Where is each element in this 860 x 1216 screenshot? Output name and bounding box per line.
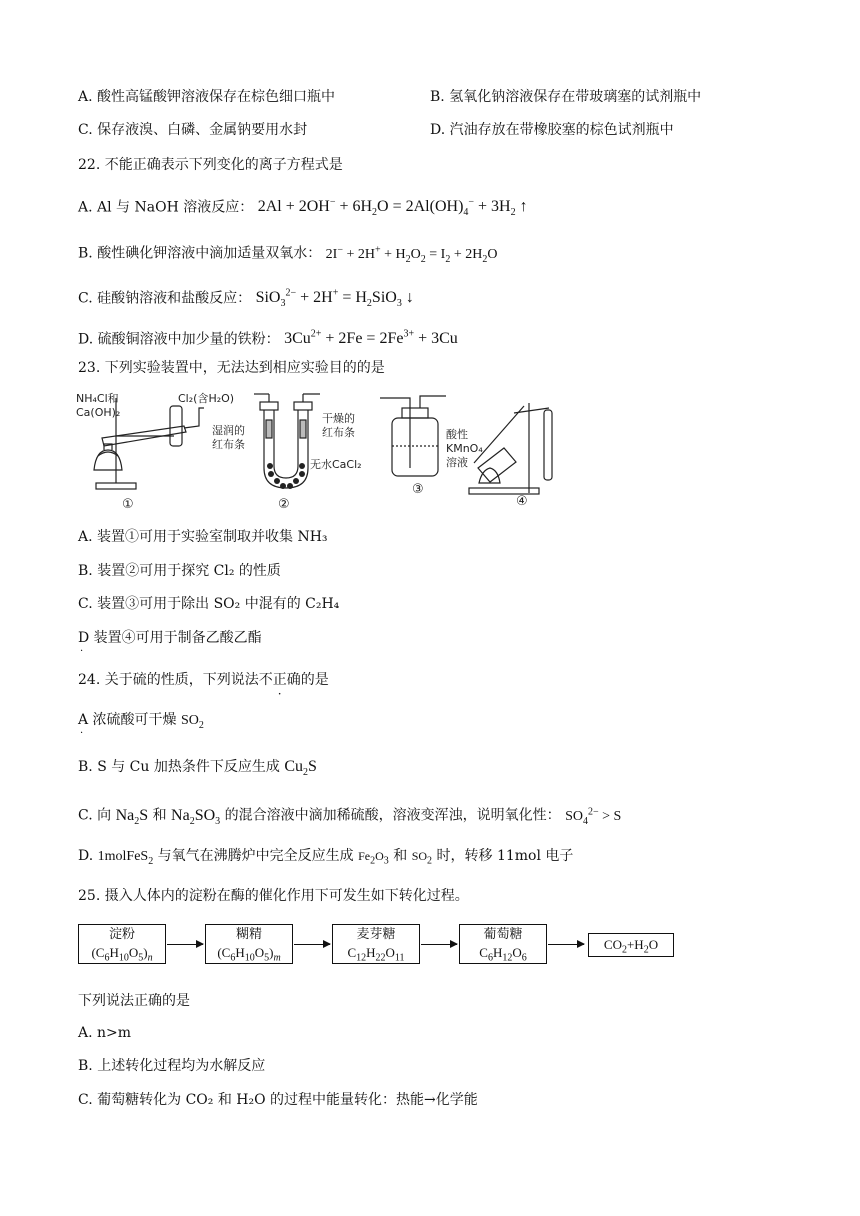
- q23-stem: 23. 下列实验装置中，无法达到相应实验目的的是: [78, 360, 385, 376]
- q24-option-b: [78, 757, 317, 783]
- q24-stem-text: 的是: [300, 672, 329, 688]
- apparatus-number: ④: [516, 494, 528, 509]
- flow-arrow: [294, 944, 330, 945]
- flow-arrow: [167, 944, 203, 945]
- q22-option-c-label: C. 硅酸钠溶液和盐酸反应：: [78, 290, 252, 307]
- flow-arrow: [421, 944, 457, 945]
- wet-cloth-label: 湿润的: [212, 424, 245, 437]
- q24-stem-text: 24. 关于硫的性质，下列说法: [78, 672, 259, 688]
- q24-option-a-text: A 浓硫酸可干燥: [78, 712, 177, 728]
- q24-stem: [78, 670, 329, 690]
- q23-option-b: B. 装置②可用于探究 Cl₂ 的性质: [78, 563, 281, 579]
- kmno4-label: KMnO₄: [446, 442, 483, 455]
- q22-option-a-equation: $2Al + 2OH^- + 6H_2O = 2Al(OH)_4^- + 3H_2$ ↑: [257, 197, 528, 219]
- q24-option-d-text: 时，转移 11mol 电子: [436, 848, 574, 864]
- flow-box-products: [588, 933, 674, 957]
- q24-option-b-formula: $Cu_2S$: [284, 758, 317, 779]
- cl2-label: Cl₂(含H₂O): [178, 392, 235, 405]
- q25-option-c: C. 葡萄糖转化为 CO₂ 和 H₂O 的过程中能量转化：热能→化学能: [78, 1092, 478, 1108]
- q24-option-d: [78, 846, 573, 872]
- q24-option-d-formula: $Fe_2O_3$: [358, 849, 389, 867]
- q21-option-b: B. 氢氧化钠溶液保存在带玻璃塞的试剂瓶中: [430, 89, 702, 105]
- wet-cloth-label: 红布条: [212, 438, 245, 451]
- flow-box-formula: $CO_2+H_2O$: [603, 937, 659, 956]
- flow-box-formula: $C_{12}H_{22}O_{11}$: [347, 945, 405, 964]
- q25-stem: 25. 摄入人体内的淀粉在酶的催化作用下可发生如下转化过程。: [78, 888, 469, 904]
- q22-option-d: [78, 325, 458, 349]
- q25-sub-prompt: 下列说法正确的是: [78, 993, 190, 1009]
- q24-option-d-text: 与氧气在沸腾炉中完全反应生成: [157, 848, 354, 864]
- q24-option-c: [78, 802, 621, 832]
- q21-option-d: D. 汽油存放在带橡胶塞的棕色试剂瓶中: [430, 122, 674, 138]
- q24-stem-emphasis: 不正确: [258, 672, 301, 688]
- flow-box-name: 葡萄糖: [483, 927, 523, 942]
- apparatus-number: ③: [412, 482, 424, 497]
- q24-option-d-formula: 1molFeS$_2$: [97, 849, 154, 867]
- q23-apparatus-figure: [74, 388, 554, 513]
- q22-option-d-label: D. 硫酸铜溶液中加少量的铁粉：: [78, 331, 280, 348]
- apparatus-number: ②: [278, 497, 290, 512]
- q21-option-c: C. 保存液溴、白磷、金属钠要用水封: [78, 122, 308, 138]
- q24-option-c-text: C. 向: [78, 807, 112, 824]
- q22-option-c-equation: $SiO_3^{2-} + 2H^+ = H_2SiO_3$ ↓: [255, 288, 414, 310]
- q25-option-a: A. n>m: [78, 1025, 132, 1041]
- flow-box-formula: $C_6H_{12}O_6$: [479, 945, 527, 964]
- flow-box-name: 淀粉: [108, 927, 135, 942]
- q22-option-a-label: A. Al 与 NaOH 溶液反应：: [78, 199, 254, 216]
- q21-option-a: A. 酸性高锰酸钾溶液保存在棕色细口瓶中: [78, 89, 336, 105]
- flow-box-name: 麦芽糖: [356, 927, 396, 942]
- q24-option-b-text: B. S 与 Cu 加热条件下反应生成: [78, 759, 280, 775]
- kmno4-label: 酸性: [446, 428, 468, 441]
- q24-option-c-text: 和: [152, 807, 167, 824]
- q24-option-c-formula: $Na_2S$: [115, 806, 149, 827]
- q22-option-b: [78, 240, 497, 269]
- q24-option-a-formula: $SO_2$: [181, 713, 204, 731]
- q22-option-b-label: B. 酸性碘化钾溶液中滴加适量双氧水：: [78, 245, 322, 262]
- reagent-label: NH₄Cl和: [76, 392, 119, 405]
- cacl2-label: 无水CaCl₂: [310, 458, 362, 471]
- q24-option-c-formula: $SO_4^{2-} > S$: [565, 806, 622, 827]
- flow-box-name: 糊精: [235, 927, 262, 942]
- q22-option-c: [78, 284, 414, 315]
- emphasis-dot: ·: [80, 728, 84, 739]
- q22-option-d-equation: $3Cu^{2+} + 2Fe = 2Fe^{3+} + 3Cu$: [284, 329, 458, 348]
- flow-box-glucose: [459, 924, 547, 964]
- flow-box-formula: $(C_6H_{10}O_5)_m$: [217, 945, 281, 964]
- q22-option-a: [78, 193, 528, 224]
- flow-box-maltose: [332, 924, 420, 964]
- q24-option-d-text: D.: [78, 848, 94, 864]
- dry-cloth-label: 红布条: [322, 426, 355, 439]
- flow-box-starch: [78, 924, 166, 964]
- q23-option-d: D 装置④可用于制备乙酸乙酯: [78, 630, 262, 646]
- q24-option-a: [78, 710, 204, 736]
- flow-arrow: [548, 944, 584, 945]
- q23-option-c: C. 装置③可用于除出 SO₂ 中混有的 C₂H₄: [78, 596, 340, 612]
- flow-box-dextrin: [205, 924, 293, 964]
- q22-option-b-equation: $2I^- + 2H^+ + H_2O_2 = I_2 + 2H_2O$: [325, 244, 498, 265]
- q25-option-b: B. 上述转化过程均为水解反应: [78, 1058, 266, 1074]
- q24-option-c-text: 的混合溶液中滴加稀硫酸，溶液变浑浊，说明氧化性：: [224, 807, 561, 824]
- q24-option-c-formula: $Na_2SO_3$: [171, 806, 221, 827]
- reagent-label: Ca(OH)₂: [76, 406, 121, 419]
- flow-box-formula: $(C_6H_{10}O_5)_n$: [91, 945, 153, 964]
- q23-option-a: A. 装置①可用于实验室制取并收集 NH₃: [78, 529, 328, 545]
- kmno4-label: 溶液: [446, 456, 468, 469]
- q24-option-d-text: 和: [393, 848, 408, 864]
- q22-stem: 22. 不能正确表示下列变化的离子方程式是: [78, 157, 343, 173]
- apparatus-number: ①: [122, 497, 134, 512]
- q24-option-d-formula: $SO_2$: [411, 849, 433, 867]
- emphasis-dot: ·: [80, 646, 84, 657]
- dry-cloth-label: 干燥的: [322, 412, 355, 425]
